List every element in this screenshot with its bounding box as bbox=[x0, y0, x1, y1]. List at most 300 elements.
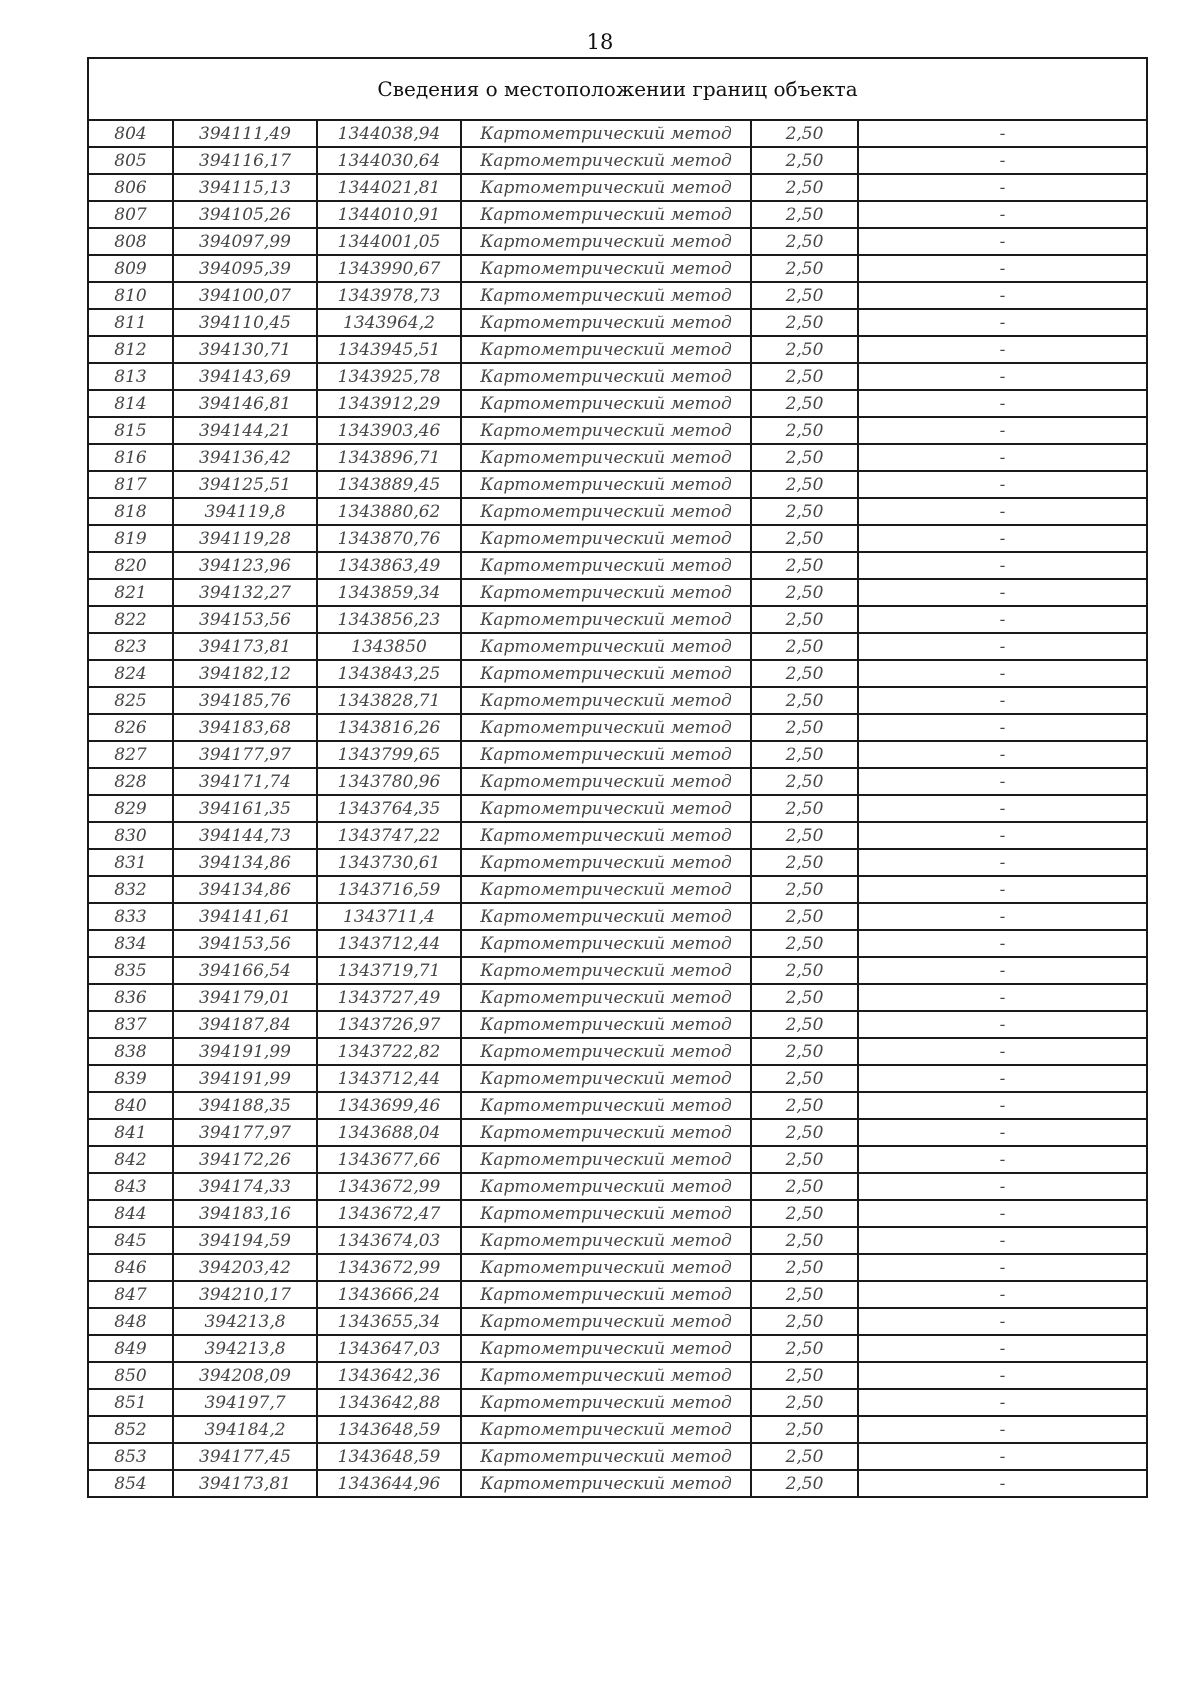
method-cell: Картометрический метод bbox=[461, 282, 751, 309]
method-cell: Картометрический метод bbox=[461, 1335, 751, 1362]
point-number-cell: 822 bbox=[88, 606, 173, 633]
precision-cell: 2,50 bbox=[751, 255, 858, 282]
table-row bbox=[88, 1254, 1147, 1281]
point-number-cell: 832 bbox=[88, 876, 173, 903]
y-coordinate-cell: 1343677,66 bbox=[317, 1146, 461, 1173]
x-coordinate-cell: 394143,69 bbox=[173, 363, 317, 390]
point-number-cell: 809 bbox=[88, 255, 173, 282]
x-coordinate-cell: 394100,07 bbox=[173, 282, 317, 309]
x-coordinate-cell: 394173,81 bbox=[173, 1470, 317, 1497]
table-row bbox=[88, 147, 1147, 174]
method-cell: Картометрический метод bbox=[461, 120, 751, 147]
table-row bbox=[88, 633, 1147, 660]
point-number-cell: 851 bbox=[88, 1389, 173, 1416]
method-cell: Картометрический метод bbox=[461, 849, 751, 876]
y-coordinate-cell: 1343859,34 bbox=[317, 579, 461, 606]
method-cell: Картометрический метод bbox=[461, 903, 751, 930]
x-coordinate-cell: 394213,8 bbox=[173, 1308, 317, 1335]
table-row bbox=[88, 471, 1147, 498]
y-coordinate-cell: 1343990,67 bbox=[317, 255, 461, 282]
y-coordinate-cell: 1343828,71 bbox=[317, 687, 461, 714]
y-coordinate-cell: 1343666,24 bbox=[317, 1281, 461, 1308]
x-coordinate-cell: 394194,59 bbox=[173, 1227, 317, 1254]
method-cell: Картометрический метод bbox=[461, 1227, 751, 1254]
precision-cell: 2,50 bbox=[751, 1065, 858, 1092]
method-cell: Картометрический метод bbox=[461, 957, 751, 984]
method-cell: Картометрический метод bbox=[461, 228, 751, 255]
point-number-cell: 805 bbox=[88, 147, 173, 174]
description-cell: - bbox=[858, 1065, 1147, 1092]
description-cell: - bbox=[858, 1416, 1147, 1443]
method-cell: Картометрический метод bbox=[461, 201, 751, 228]
precision-cell: 2,50 bbox=[751, 120, 858, 147]
method-cell: Картометрический метод bbox=[461, 579, 751, 606]
table-row bbox=[88, 1227, 1147, 1254]
description-cell: - bbox=[858, 1470, 1147, 1497]
description-cell: - bbox=[858, 822, 1147, 849]
point-number-cell: 813 bbox=[88, 363, 173, 390]
point-number-cell: 824 bbox=[88, 660, 173, 687]
description-cell: - bbox=[858, 444, 1147, 471]
method-cell: Картометрический метод bbox=[461, 1065, 751, 1092]
point-number-cell: 807 bbox=[88, 201, 173, 228]
description-cell: - bbox=[858, 606, 1147, 633]
description-cell: - bbox=[858, 147, 1147, 174]
table-row bbox=[88, 768, 1147, 795]
y-coordinate-cell: 1343716,59 bbox=[317, 876, 461, 903]
y-coordinate-cell: 1343880,62 bbox=[317, 498, 461, 525]
x-coordinate-cell: 394119,28 bbox=[173, 525, 317, 552]
precision-cell: 2,50 bbox=[751, 1281, 858, 1308]
point-number-cell: 841 bbox=[88, 1119, 173, 1146]
x-coordinate-cell: 394177,97 bbox=[173, 741, 317, 768]
y-coordinate-cell: 1343719,71 bbox=[317, 957, 461, 984]
description-cell: - bbox=[858, 795, 1147, 822]
description-cell: - bbox=[858, 228, 1147, 255]
point-number-cell: 829 bbox=[88, 795, 173, 822]
x-coordinate-cell: 394111,49 bbox=[173, 120, 317, 147]
precision-cell: 2,50 bbox=[751, 1308, 858, 1335]
method-cell: Картометрический метод bbox=[461, 1011, 751, 1038]
table-body bbox=[88, 120, 1147, 1497]
point-number-cell: 848 bbox=[88, 1308, 173, 1335]
table-row bbox=[88, 1281, 1147, 1308]
table-row bbox=[88, 795, 1147, 822]
precision-cell: 2,50 bbox=[751, 201, 858, 228]
x-coordinate-cell: 394197,7 bbox=[173, 1389, 317, 1416]
y-coordinate-cell: 1343648,59 bbox=[317, 1416, 461, 1443]
y-coordinate-cell: 1343850 bbox=[317, 633, 461, 660]
point-number-cell: 837 bbox=[88, 1011, 173, 1038]
x-coordinate-cell: 394184,2 bbox=[173, 1416, 317, 1443]
method-cell: Картометрический метод bbox=[461, 1092, 751, 1119]
x-coordinate-cell: 394177,97 bbox=[173, 1119, 317, 1146]
table-row bbox=[88, 390, 1147, 417]
table-row bbox=[88, 1119, 1147, 1146]
y-coordinate-cell: 1343925,78 bbox=[317, 363, 461, 390]
x-coordinate-cell: 394095,39 bbox=[173, 255, 317, 282]
method-cell: Картометрический метод bbox=[461, 930, 751, 957]
precision-cell: 2,50 bbox=[751, 687, 858, 714]
table-row bbox=[88, 876, 1147, 903]
description-cell: - bbox=[858, 1362, 1147, 1389]
table-row bbox=[88, 1335, 1147, 1362]
precision-cell: 2,50 bbox=[751, 903, 858, 930]
y-coordinate-cell: 1343863,49 bbox=[317, 552, 461, 579]
precision-cell: 2,50 bbox=[751, 552, 858, 579]
precision-cell: 2,50 bbox=[751, 660, 858, 687]
description-cell: - bbox=[858, 930, 1147, 957]
point-number-cell: 836 bbox=[88, 984, 173, 1011]
y-coordinate-cell: 1343674,03 bbox=[317, 1227, 461, 1254]
description-cell: - bbox=[858, 1281, 1147, 1308]
x-coordinate-cell: 394208,09 bbox=[173, 1362, 317, 1389]
method-cell: Картометрический метод bbox=[461, 687, 751, 714]
table-row bbox=[88, 1173, 1147, 1200]
precision-cell: 2,50 bbox=[751, 822, 858, 849]
y-coordinate-cell: 1343780,96 bbox=[317, 768, 461, 795]
precision-cell: 2,50 bbox=[751, 363, 858, 390]
precision-cell: 2,50 bbox=[751, 633, 858, 660]
x-coordinate-cell: 394166,54 bbox=[173, 957, 317, 984]
y-coordinate-cell: 1343964,2 bbox=[317, 309, 461, 336]
description-cell: - bbox=[858, 1443, 1147, 1470]
x-coordinate-cell: 394116,17 bbox=[173, 147, 317, 174]
precision-cell: 2,50 bbox=[751, 606, 858, 633]
x-coordinate-cell: 394123,96 bbox=[173, 552, 317, 579]
description-cell: - bbox=[858, 1038, 1147, 1065]
x-coordinate-cell: 394134,86 bbox=[173, 876, 317, 903]
table-row bbox=[88, 1443, 1147, 1470]
precision-cell: 2,50 bbox=[751, 957, 858, 984]
table-row bbox=[88, 255, 1147, 282]
description-cell: - bbox=[858, 282, 1147, 309]
method-cell: Картометрический метод bbox=[461, 552, 751, 579]
x-coordinate-cell: 394132,27 bbox=[173, 579, 317, 606]
x-coordinate-cell: 394183,16 bbox=[173, 1200, 317, 1227]
point-number-cell: 846 bbox=[88, 1254, 173, 1281]
table-row bbox=[88, 336, 1147, 363]
y-coordinate-cell: 1343870,76 bbox=[317, 525, 461, 552]
precision-cell: 2,50 bbox=[751, 795, 858, 822]
x-coordinate-cell: 394161,35 bbox=[173, 795, 317, 822]
x-coordinate-cell: 394171,74 bbox=[173, 768, 317, 795]
x-coordinate-cell: 394125,51 bbox=[173, 471, 317, 498]
description-cell: - bbox=[858, 1011, 1147, 1038]
description-cell: - bbox=[858, 363, 1147, 390]
description-cell: - bbox=[858, 201, 1147, 228]
precision-cell: 2,50 bbox=[751, 768, 858, 795]
y-coordinate-cell: 1343843,25 bbox=[317, 660, 461, 687]
description-cell: - bbox=[858, 741, 1147, 768]
y-coordinate-cell: 1343912,29 bbox=[317, 390, 461, 417]
method-cell: Картометрический метод bbox=[461, 417, 751, 444]
table-row bbox=[88, 417, 1147, 444]
y-coordinate-cell: 1343712,44 bbox=[317, 930, 461, 957]
description-cell: - bbox=[858, 525, 1147, 552]
y-coordinate-cell: 1343672,99 bbox=[317, 1173, 461, 1200]
method-cell: Картометрический метод bbox=[461, 1038, 751, 1065]
precision-cell: 2,50 bbox=[751, 930, 858, 957]
y-coordinate-cell: 1343644,96 bbox=[317, 1470, 461, 1497]
y-coordinate-cell: 1343642,88 bbox=[317, 1389, 461, 1416]
description-cell: - bbox=[858, 714, 1147, 741]
y-coordinate-cell: 1344010,91 bbox=[317, 201, 461, 228]
table-row bbox=[88, 714, 1147, 741]
x-coordinate-cell: 394105,26 bbox=[173, 201, 317, 228]
method-cell: Картометрический метод bbox=[461, 363, 751, 390]
method-cell: Картометрический метод bbox=[461, 498, 751, 525]
method-cell: Картометрический метод bbox=[461, 1173, 751, 1200]
method-cell: Картометрический метод bbox=[461, 1200, 751, 1227]
table-row bbox=[88, 849, 1147, 876]
table-row bbox=[88, 282, 1147, 309]
description-cell: - bbox=[858, 579, 1147, 606]
precision-cell: 2,50 bbox=[751, 1389, 858, 1416]
table-row bbox=[88, 552, 1147, 579]
point-number-cell: 821 bbox=[88, 579, 173, 606]
method-cell: Картометрический метод bbox=[461, 1443, 751, 1470]
method-cell: Картометрический метод bbox=[461, 741, 751, 768]
y-coordinate-cell: 1343726,97 bbox=[317, 1011, 461, 1038]
point-number-cell: 810 bbox=[88, 282, 173, 309]
description-cell: - bbox=[858, 1092, 1147, 1119]
y-coordinate-cell: 1343727,49 bbox=[317, 984, 461, 1011]
point-number-cell: 845 bbox=[88, 1227, 173, 1254]
table-row bbox=[88, 363, 1147, 390]
y-coordinate-cell: 1343648,59 bbox=[317, 1443, 461, 1470]
description-cell: - bbox=[858, 390, 1147, 417]
method-cell: Картометрический метод bbox=[461, 309, 751, 336]
x-coordinate-cell: 394153,56 bbox=[173, 606, 317, 633]
point-number-cell: 833 bbox=[88, 903, 173, 930]
x-coordinate-cell: 394097,99 bbox=[173, 228, 317, 255]
precision-cell: 2,50 bbox=[751, 1092, 858, 1119]
description-cell: - bbox=[858, 120, 1147, 147]
table-row bbox=[88, 984, 1147, 1011]
y-coordinate-cell: 1343642,36 bbox=[317, 1362, 461, 1389]
point-number-cell: 827 bbox=[88, 741, 173, 768]
description-cell: - bbox=[858, 174, 1147, 201]
method-cell: Картометрический метод bbox=[461, 1389, 751, 1416]
x-coordinate-cell: 394119,8 bbox=[173, 498, 317, 525]
point-number-cell: 817 bbox=[88, 471, 173, 498]
table-row bbox=[88, 1308, 1147, 1335]
method-cell: Картометрический метод bbox=[461, 822, 751, 849]
x-coordinate-cell: 394110,45 bbox=[173, 309, 317, 336]
y-coordinate-cell: 1343655,34 bbox=[317, 1308, 461, 1335]
y-coordinate-cell: 1343722,82 bbox=[317, 1038, 461, 1065]
point-number-cell: 840 bbox=[88, 1092, 173, 1119]
x-coordinate-cell: 394203,42 bbox=[173, 1254, 317, 1281]
method-cell: Картометрический метод bbox=[461, 1470, 751, 1497]
precision-cell: 2,50 bbox=[751, 147, 858, 174]
precision-cell: 2,50 bbox=[751, 849, 858, 876]
point-number-cell: 835 bbox=[88, 957, 173, 984]
table-caption: Сведения о местоположении границ объекта bbox=[88, 58, 1147, 120]
point-number-cell: 812 bbox=[88, 336, 173, 363]
description-cell: - bbox=[858, 1227, 1147, 1254]
point-number-cell: 844 bbox=[88, 1200, 173, 1227]
precision-cell: 2,50 bbox=[751, 1011, 858, 1038]
y-coordinate-cell: 1343699,46 bbox=[317, 1092, 461, 1119]
y-coordinate-cell: 1344038,94 bbox=[317, 120, 461, 147]
point-number-cell: 825 bbox=[88, 687, 173, 714]
table-row bbox=[88, 822, 1147, 849]
description-cell: - bbox=[858, 1200, 1147, 1227]
table-row bbox=[88, 1146, 1147, 1173]
point-number-cell: 828 bbox=[88, 768, 173, 795]
method-cell: Картометрический метод bbox=[461, 795, 751, 822]
point-number-cell: 819 bbox=[88, 525, 173, 552]
point-number-cell: 804 bbox=[88, 120, 173, 147]
description-cell: - bbox=[858, 309, 1147, 336]
y-coordinate-cell: 1344021,81 bbox=[317, 174, 461, 201]
precision-cell: 2,50 bbox=[751, 741, 858, 768]
description-cell: - bbox=[858, 903, 1147, 930]
table-row bbox=[88, 498, 1147, 525]
y-coordinate-cell: 1344001,05 bbox=[317, 228, 461, 255]
precision-cell: 2,50 bbox=[751, 1443, 858, 1470]
precision-cell: 2,50 bbox=[751, 444, 858, 471]
table-row bbox=[88, 120, 1147, 147]
point-number-cell: 842 bbox=[88, 1146, 173, 1173]
description-cell: - bbox=[858, 1146, 1147, 1173]
method-cell: Картометрический метод bbox=[461, 255, 751, 282]
method-cell: Картометрический метод bbox=[461, 1281, 751, 1308]
y-coordinate-cell: 1343856,23 bbox=[317, 606, 461, 633]
method-cell: Картометрический метод bbox=[461, 1119, 751, 1146]
point-number-cell: 847 bbox=[88, 1281, 173, 1308]
precision-cell: 2,50 bbox=[751, 876, 858, 903]
point-number-cell: 811 bbox=[88, 309, 173, 336]
method-cell: Картометрический метод bbox=[461, 984, 751, 1011]
point-number-cell: 820 bbox=[88, 552, 173, 579]
method-cell: Картометрический метод bbox=[461, 876, 751, 903]
x-coordinate-cell: 394172,26 bbox=[173, 1146, 317, 1173]
method-cell: Картометрический метод bbox=[461, 390, 751, 417]
method-cell: Картометрический метод bbox=[461, 336, 751, 363]
x-coordinate-cell: 394115,13 bbox=[173, 174, 317, 201]
description-cell: - bbox=[858, 687, 1147, 714]
description-cell: - bbox=[858, 633, 1147, 660]
x-coordinate-cell: 394179,01 bbox=[173, 984, 317, 1011]
precision-cell: 2,50 bbox=[751, 1416, 858, 1443]
precision-cell: 2,50 bbox=[751, 1227, 858, 1254]
x-coordinate-cell: 394213,8 bbox=[173, 1335, 317, 1362]
precision-cell: 2,50 bbox=[751, 1119, 858, 1146]
description-cell: - bbox=[858, 471, 1147, 498]
description-cell: - bbox=[858, 417, 1147, 444]
table-row bbox=[88, 1092, 1147, 1119]
y-coordinate-cell: 1343945,51 bbox=[317, 336, 461, 363]
description-cell: - bbox=[858, 1119, 1147, 1146]
method-cell: Картометрический метод bbox=[461, 174, 751, 201]
table-row bbox=[88, 1416, 1147, 1443]
y-coordinate-cell: 1344030,64 bbox=[317, 147, 461, 174]
description-cell: - bbox=[858, 1254, 1147, 1281]
y-coordinate-cell: 1343672,99 bbox=[317, 1254, 461, 1281]
precision-cell: 2,50 bbox=[751, 579, 858, 606]
y-coordinate-cell: 1343903,46 bbox=[317, 417, 461, 444]
point-number-cell: 806 bbox=[88, 174, 173, 201]
point-number-cell: 849 bbox=[88, 1335, 173, 1362]
point-number-cell: 818 bbox=[88, 498, 173, 525]
precision-cell: 2,50 bbox=[751, 1038, 858, 1065]
point-number-cell: 830 bbox=[88, 822, 173, 849]
point-number-cell: 854 bbox=[88, 1470, 173, 1497]
description-cell: - bbox=[858, 1335, 1147, 1362]
x-coordinate-cell: 394183,68 bbox=[173, 714, 317, 741]
method-cell: Картометрический метод bbox=[461, 660, 751, 687]
y-coordinate-cell: 1343688,04 bbox=[317, 1119, 461, 1146]
y-coordinate-cell: 1343647,03 bbox=[317, 1335, 461, 1362]
precision-cell: 2,50 bbox=[751, 984, 858, 1011]
point-number-cell: 838 bbox=[88, 1038, 173, 1065]
table-row bbox=[88, 228, 1147, 255]
x-coordinate-cell: 394144,21 bbox=[173, 417, 317, 444]
point-number-cell: 850 bbox=[88, 1362, 173, 1389]
precision-cell: 2,50 bbox=[751, 336, 858, 363]
point-number-cell: 823 bbox=[88, 633, 173, 660]
precision-cell: 2,50 bbox=[751, 1173, 858, 1200]
table-row bbox=[88, 741, 1147, 768]
description-cell: - bbox=[858, 660, 1147, 687]
y-coordinate-cell: 1343896,71 bbox=[317, 444, 461, 471]
precision-cell: 2,50 bbox=[751, 390, 858, 417]
point-number-cell: 843 bbox=[88, 1173, 173, 1200]
y-coordinate-cell: 1343978,73 bbox=[317, 282, 461, 309]
precision-cell: 2,50 bbox=[751, 228, 858, 255]
x-coordinate-cell: 394130,71 bbox=[173, 336, 317, 363]
table-row bbox=[88, 687, 1147, 714]
method-cell: Картометрический метод bbox=[461, 1362, 751, 1389]
table-row bbox=[88, 660, 1147, 687]
table-row bbox=[88, 903, 1147, 930]
table-row bbox=[88, 525, 1147, 552]
point-number-cell: 839 bbox=[88, 1065, 173, 1092]
x-coordinate-cell: 394174,33 bbox=[173, 1173, 317, 1200]
precision-cell: 2,50 bbox=[751, 498, 858, 525]
y-coordinate-cell: 1343730,61 bbox=[317, 849, 461, 876]
x-coordinate-cell: 394191,99 bbox=[173, 1065, 317, 1092]
method-cell: Картометрический метод bbox=[461, 606, 751, 633]
table-row bbox=[88, 444, 1147, 471]
table-row bbox=[88, 957, 1147, 984]
table-row bbox=[88, 309, 1147, 336]
table-row bbox=[88, 579, 1147, 606]
description-cell: - bbox=[858, 849, 1147, 876]
y-coordinate-cell: 1343764,35 bbox=[317, 795, 461, 822]
method-cell: Картометрический метод bbox=[461, 525, 751, 552]
point-number-cell: 831 bbox=[88, 849, 173, 876]
page-number: 18 bbox=[586, 30, 614, 54]
description-cell: - bbox=[858, 876, 1147, 903]
x-coordinate-cell: 394185,76 bbox=[173, 687, 317, 714]
point-number-cell: 815 bbox=[88, 417, 173, 444]
x-coordinate-cell: 394173,81 bbox=[173, 633, 317, 660]
precision-cell: 2,50 bbox=[751, 1335, 858, 1362]
precision-cell: 2,50 bbox=[751, 417, 858, 444]
table-row bbox=[88, 1389, 1147, 1416]
description-cell: - bbox=[858, 1173, 1147, 1200]
point-number-cell: 852 bbox=[88, 1416, 173, 1443]
y-coordinate-cell: 1343889,45 bbox=[317, 471, 461, 498]
x-coordinate-cell: 394177,45 bbox=[173, 1443, 317, 1470]
description-cell: - bbox=[858, 255, 1147, 282]
precision-cell: 2,50 bbox=[751, 1362, 858, 1389]
table-row bbox=[88, 1038, 1147, 1065]
